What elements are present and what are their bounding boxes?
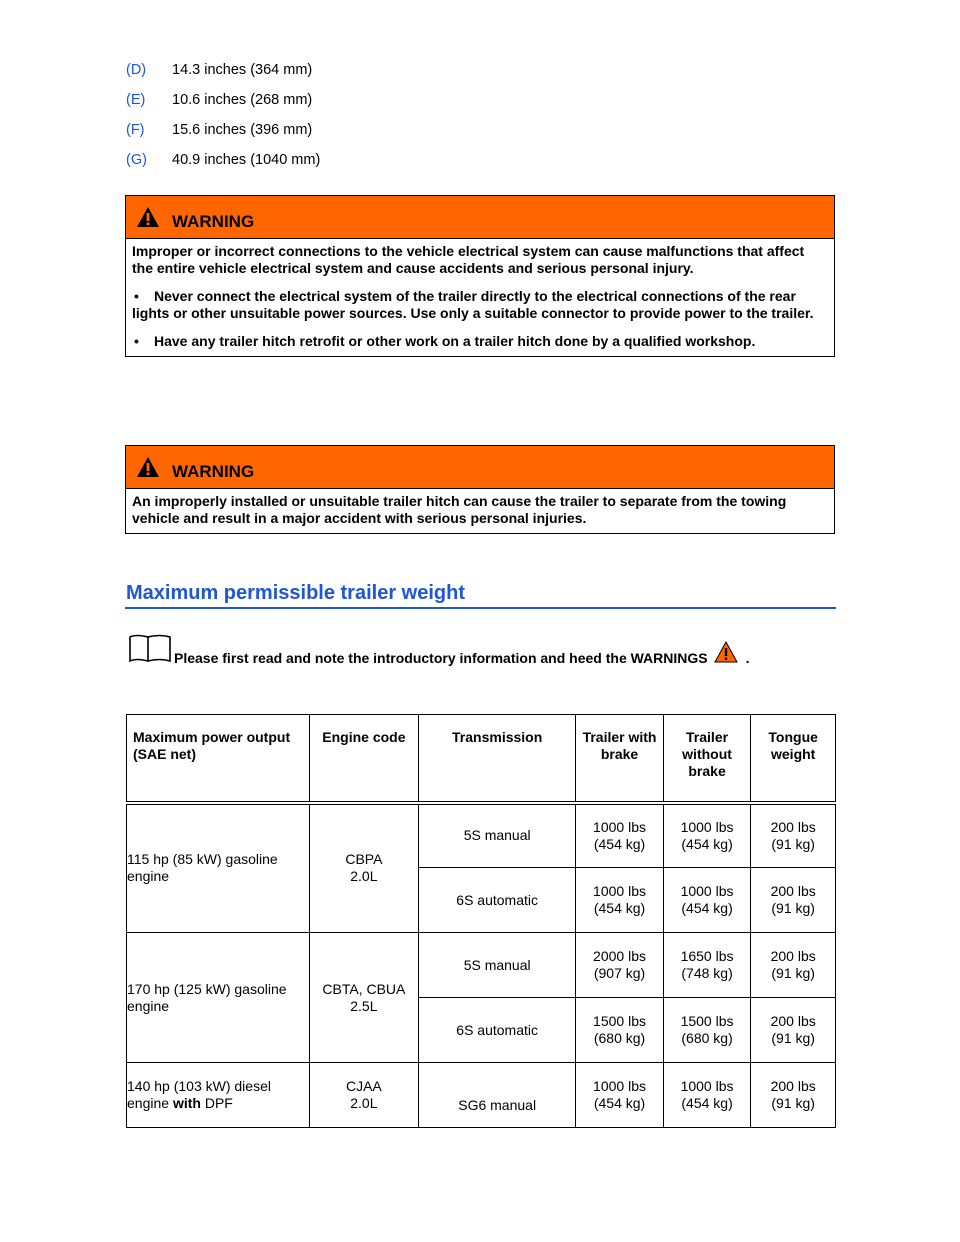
section-title: Maximum permissible trailer weight (126, 582, 465, 604)
warning-bullet-text: Never connect the electrical system of the trailer directly to the electrical connections of the rear lights or other unsuitable power sources. Use only a suitable connector to provide power to the trailer. (132, 288, 814, 321)
warning-header (126, 196, 834, 239)
column-header: Transmission (419, 715, 576, 803)
warning-body (126, 239, 834, 356)
engine-code-cell (309, 933, 418, 1063)
engine-displacement: 2.0L (350, 1095, 378, 1111)
tongue-weight-cell: 200 lbs (91 kg) (751, 803, 836, 868)
warning-box-hitch (125, 445, 835, 534)
engine-displacement: 2.0L (350, 868, 378, 885)
dimension-value: 10.6 inches (268 mm) (172, 92, 313, 108)
dimension-key: (D) (126, 62, 147, 78)
engine-code-cell (309, 803, 418, 933)
engine-displacement: 2.5L (350, 997, 378, 1014)
warning-triangle-icon (136, 206, 160, 228)
tongue-weight-cell: 200 lbs (91 kg) (751, 868, 836, 933)
table-row (127, 933, 836, 998)
note-text: Please first read and note the introductory information and heed the WARNINGS (174, 650, 708, 666)
with-brake-cell: 2000 lbs (907 kg) (576, 933, 663, 998)
without-brake-cell: 1000 lbs (454 kg) (663, 803, 751, 868)
engine-code: CBPA (345, 851, 383, 868)
warning-title: WARNING (172, 212, 255, 231)
engine-code: CJAA (345, 1078, 382, 1094)
section-divider (125, 607, 836, 609)
dimension-value: 14.3 inches (364 mm) (172, 62, 313, 78)
book-note-icon (128, 633, 172, 666)
warning-body (126, 489, 834, 533)
table-row (127, 1063, 836, 1128)
tongue-weight-cell: 200 lbs (91 kg) (751, 1063, 836, 1128)
warning-text: An improperly installed or unsuitable trailer hitch can cause the trailer to separate from the towing vehicle and result in a major accident with serious personal injuries. (132, 493, 787, 526)
tongue-weight-cell: 200 lbs (91 kg) (751, 998, 836, 1063)
dimension-key: (E) (126, 92, 146, 108)
transmission-cell: 6S automatic (419, 868, 576, 933)
bullet-icon: • (134, 333, 139, 349)
dimension-item (126, 92, 320, 122)
dimension-item (126, 152, 320, 182)
transmission-cell: 5S manual (419, 803, 576, 868)
warning-intro: Improper or incorrect connections to the vehicle electrical system can cause malfunctions that affect the entire vehicle electrical system and cause accidents and serious personal injury. (132, 243, 805, 276)
without-brake-cell: 1000 lbs (454 kg) (663, 1063, 751, 1128)
engine-code-cell (309, 1063, 418, 1128)
dimension-value: 15.6 inches (396 mm) (172, 122, 313, 138)
column-header: Trailer with brake (576, 715, 663, 803)
power-cell: 115 hp (85 kW) gasoline engine (127, 803, 310, 933)
power-cell: 140 hp (103 kW) diesel engine with DPF (127, 1063, 310, 1128)
note-line (128, 633, 750, 666)
dimension-item (126, 122, 320, 152)
engine-code: CBTA, CBUA (322, 980, 406, 997)
column-header: Maximum power output (SAE net) (127, 715, 310, 803)
with-brake-cell: 1000 lbs (454 kg) (576, 1063, 663, 1128)
with-brake-cell: 1000 lbs (454 kg) (576, 803, 663, 868)
warning-bullet (132, 288, 828, 322)
dimension-value: 40.9 inches (1040 mm) (172, 152, 321, 168)
without-brake-cell: 1650 lbs (748 kg) (663, 933, 751, 998)
bullet-icon: • (134, 288, 139, 304)
warning-bullet-text: Have any trailer hitch retrofit or other work on a trailer hitch done by a qualified workshop. (154, 333, 756, 349)
note-end: . (745, 650, 750, 666)
table-header-row (127, 715, 836, 803)
transmission-cell: 6S automatic (419, 998, 576, 1063)
warning-bullet (132, 333, 828, 350)
without-brake-cell: 1000 lbs (454 kg) (663, 868, 751, 933)
warning-title: WARNING (172, 462, 255, 481)
with-brake-cell: 1000 lbs (454 kg) (576, 868, 663, 933)
dimension-item (126, 62, 320, 92)
table-row (127, 803, 836, 868)
column-header: Trailer without brake (663, 715, 751, 803)
dimension-list (126, 62, 320, 182)
dimension-key: (F) (126, 122, 145, 138)
column-header: Tongue weight (751, 715, 836, 803)
tongue-weight-cell: 200 lbs (91 kg) (751, 933, 836, 998)
warning-triangle-icon (136, 456, 160, 478)
column-header: Engine code (309, 715, 418, 803)
with-brake-cell: 1500 lbs (680 kg) (576, 998, 663, 1063)
warning-box-electrical (125, 195, 835, 357)
warning-header (126, 446, 834, 489)
transmission-cell: SG6 manual (419, 1063, 576, 1128)
power-cell: 170 hp (125 kW) gasoline engine (127, 933, 310, 1063)
dimension-key: (G) (126, 152, 147, 168)
without-brake-cell: 1500 lbs (680 kg) (663, 998, 751, 1063)
transmission-cell: 5S manual (419, 933, 576, 998)
warning-triangle-icon (714, 641, 738, 666)
trailer-weight-table (126, 714, 836, 1128)
